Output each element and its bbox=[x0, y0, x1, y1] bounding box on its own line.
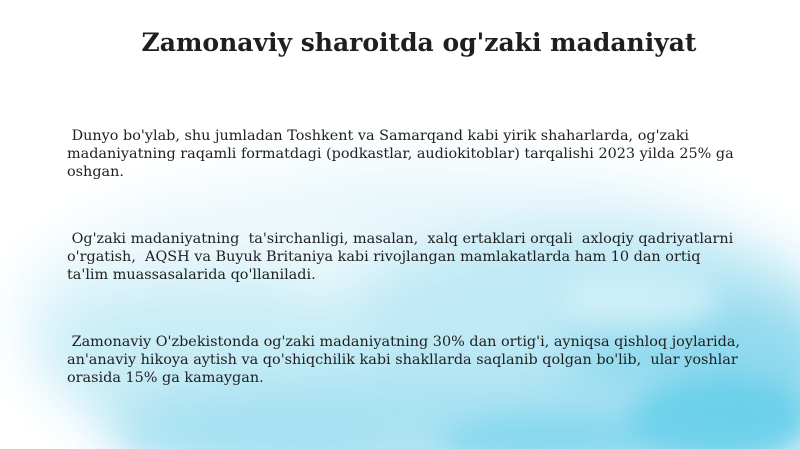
paragraph-digital-spread: Dunyo bo'ylab, shu jumladan Toshkent va Samarqand kabi yirik shaharlarda, og'zaki madaniyatning raqamli formatdagi (podkastlar, audiokitoblar) tarqalishi 2023 yilda 25% ga oshgan. bbox=[67, 128, 739, 180]
paragraph-moral-values: Og'zaki madaniyatning ta'sirchanligi, masalan, xalq ertaklari orqali axloqiy qadriyatlarni o'rgatish, AQSH va Buyuk Britaniya kabi rivojlangan mamlakatlarda ham 10 dan ortiq ta'lim muassasalarida qo'llaniladi. bbox=[67, 231, 738, 283]
slide-title: Zamonaviy sharoitda og'zaki madaniyat bbox=[141, 28, 697, 57]
paragraph-uzbekistan-tradition: Zamonaviy O'zbekistonda og'zaki madaniyatning 30% dan ortig'i, ayniqsa qishloq joylarida, an'anaviy hikoya aytish va qo'shiqchilik kabi shakllarda saqlanib qolgan bo'lib, ular yoshlar orasida 15% ga kamaygan. bbox=[67, 334, 745, 386]
